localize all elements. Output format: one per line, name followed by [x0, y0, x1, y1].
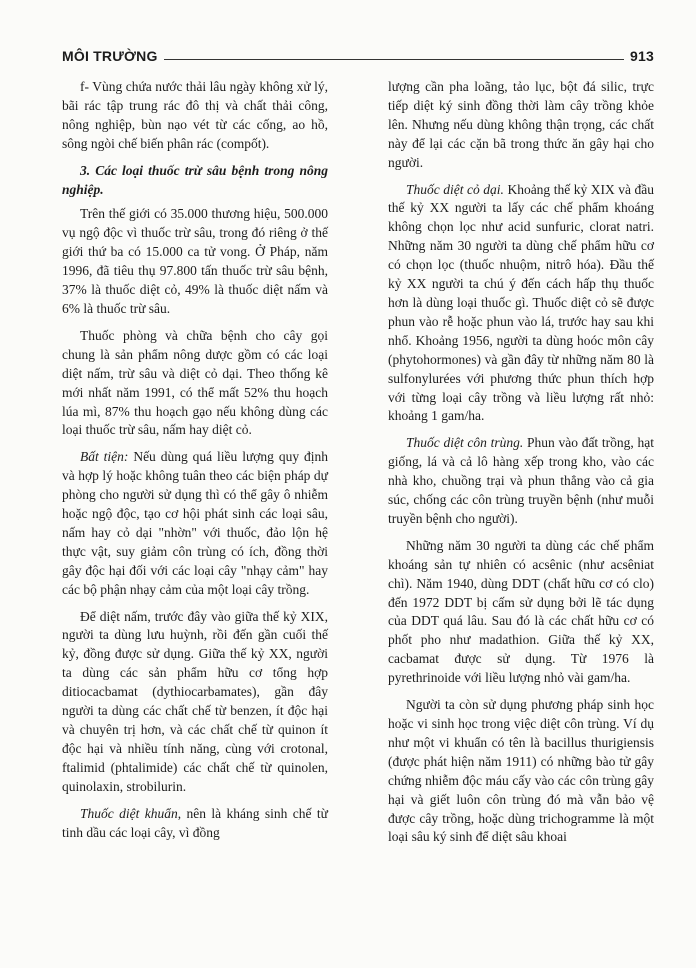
herbicides-lead: Thuốc diệt cỏ dại. — [406, 181, 504, 197]
page-number: 913 — [630, 48, 654, 64]
paragraph-drawbacks — [62, 448, 328, 599]
right-column — [388, 78, 654, 855]
bactericides-lead: Thuốc diệt khuẩn — [80, 805, 178, 821]
insecticides-text: Phun vào đất trồng, hạt giống, lá và cả lô hàng xếp trong kho, vào các nhà kho, chuồng trại và phun thẳng vào cả gia súc, chống các côn trùng truyền bệnh (như muỗi truyền bệnh cho người). — [388, 435, 654, 526]
paragraph-biological-methods: Người ta còn sử dụng phương pháp sinh học hoặc vi sinh học trong việc diệt côn trùng. Ví dụ như một vi khuẩn có tên là bacillus thurigiensis (được phát hiện năm 1911) có những bào tử gây chứng nhiễm độc máu cấy vào các côn trùng gây hại và giết luôn côn trùng đó mà vẫn bảo vệ được cây trồng, hoặc dùng trichogramme là một loại sâu ký sinh để diệt sâu khoai — [388, 697, 654, 845]
herbicides-text: Khoảng thế kỷ XIX và đầu thế kỷ XX người ta lấy các chế phẩm khoáng không chọn lọc như acid sunfuric, clorat natri. Những năm 30 người ta dùng chế phẩm hữu cơ có chọn lọc (thuốc nhuộm, nitrô hóa). Đầu thế kỷ XX người ta chú ý đến cách hấp thụ thuốc hơn là dùng loại thuốc gì. Thuốc diệt cỏ sẽ được phun vào rễ hoặc phun vào lá, trước hay sau khi nhổ. Khoảng 1956, người ta dùng hoóc môn cây (phytohormones) và gần đây từ những năm 80 là sulfonylurées với phương thức phun thích hợp với từng loại cây trồng và liều lượng rất nhỏ: khoảng 1 gam/ha. — [388, 181, 654, 424]
paragraph-continuation: lượng cần pha loãng, tảo lục, bột đá silic, trực tiếp diệt ký sinh đồng thời làm cây trồng khỏe lên. Nhưng nếu dùng không thận trọng, các chất này để lại các cặn bã trong thức ăn gây hại cho người. — [388, 79, 654, 170]
paragraph-fungicides: Để diệt nấm, trước đây vào giữa thế kỷ XIX, người ta dùng lưu huỳnh, rồi đến gần cuối thế kỷ, đồng được sử dụng. Giữa thế kỷ XX, người ta dùng các sản phẩm hữu cơ tổng hợp ditiocacbamat (dythiocarbamates), gần đây người ta dùng các chất chế từ benzen, ít độc hại và chuyên trị hơn, và các chất chế từ quinon ít độc hại và nhiều tính năng, cùng với crotonal, ftalimid (phtalimide) các chất chế từ quinolen, quinolaxin, strobilurin. — [62, 608, 328, 794]
section-heading-pesticides: 3. Các loại thuốc trừ sâu bệnh trong nông nghiệp. — [62, 162, 328, 197]
running-title: MÔI TRƯỜNG — [62, 48, 158, 64]
paragraph-waste-areas: f- Vùng chứa nước thải lâu ngày không xử lý, bãi rác tập trung rác đô thị và chất thải công, nông nghiệp, bùn nạo vét từ các cống, ao hồ, sông ngòi chế biến phân rác (compốt). — [62, 79, 328, 151]
header-rule — [164, 59, 624, 60]
drawbacks-text: Nếu dùng quá liều lượng quy định và hợp lý hoặc không tuân theo các biện pháp dự phòng cho người sử dụng thì có thể gây ô nhiễm hoặc ngộ độc, tạo cơ hội phát sinh các loại sâu, nấm hay cỏ dại "nhờn" với thuốc, đảo lộn hệ thực vật, suy giảm côn trùng có ích, đồng thời gây độc hại đối với các loại cây "nhạy cảm" hay các bộ phận nhạy cảm của một loại cây trồng. — [62, 449, 328, 597]
paragraph-insecticides — [388, 434, 654, 529]
paragraph-world-statistics: Trên thế giới có 35.000 thương hiệu, 500.000 vụ ngộ độc vì thuốc trừ sâu, trong đó riêng ở thế giới thứ ba có 15.000 ca tử vong. Ở Pháp, năm 1996, đã tiêu thụ 97.800 tấn thuốc trừ sâu bệnh, 37% là thuốc diệt cỏ, 49% là thuốc diệt nấm và 6% là thuốc trừ sâu. — [62, 206, 328, 316]
paragraph-bactericides — [62, 805, 328, 843]
running-header — [62, 42, 654, 64]
paragraph-agrochemicals: Thuốc phòng và chữa bệnh cho cây gọi chung là sản phẩm nông dược gồm có các loại diệt nấm, trừ sâu và diệt cỏ dại. Theo thống kê mới nhất năm 1991, có thể mất 52% thu hoạch lúa mì, 87% thu hoạch gạo nếu không dùng các loại thuốc trừ sâu, nấm hay diệt cỏ. — [62, 327, 328, 438]
paragraph-history-ddt: Những năm 30 người ta dùng các chế phẩm khoáng sản tự nhiên có acsênic (như acsêniat chì). Năm 1940, dùng DDT (chất hữu cơ có clo) đến 1972 DDT bị cấm sử dụng bởi lẽ tác dụng của DDT quá lâu. Sau đó là các chất hữu cơ có phốt pho như madathion. Giữa thế kỷ XX, cacbamat được sử dụng. Từ 1976 là pyrethrinoide với liều lượng nhỏ vài gam/ha. — [388, 537, 654, 686]
paragraph-herbicides — [388, 181, 654, 427]
bactericides-text: , nên là kháng sinh chế từ tinh dầu các loại cây, vì đồng — [62, 805, 328, 840]
left-column — [62, 78, 328, 850]
insecticides-lead: Thuốc diệt côn trùng. — [406, 435, 524, 451]
drawbacks-lead: Bất tiện: — [80, 449, 129, 465]
